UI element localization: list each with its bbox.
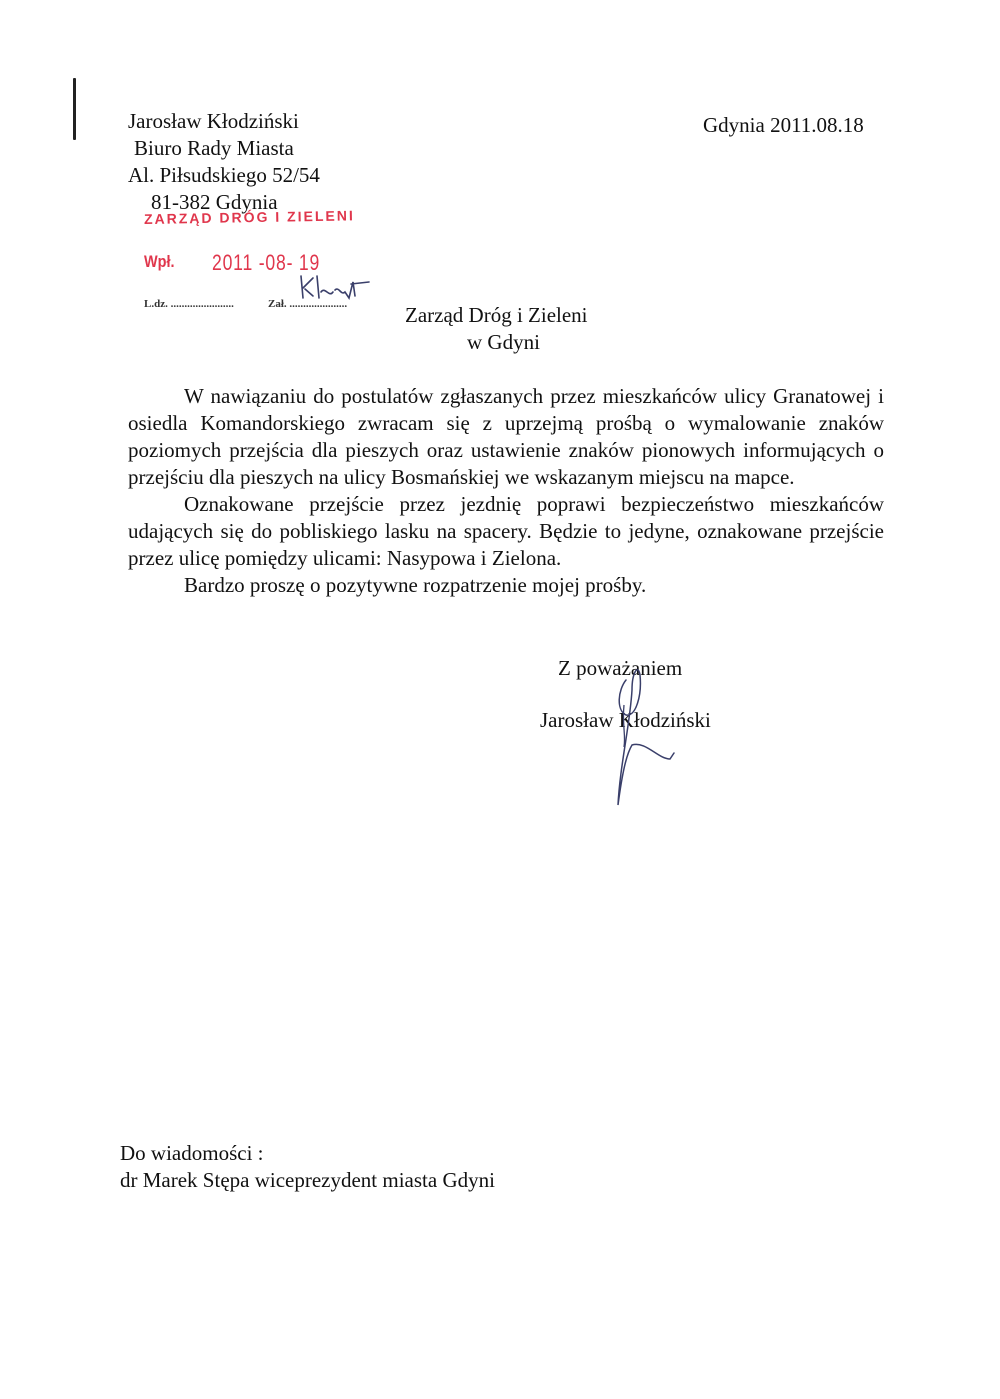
sender-office: Biuro Rady Miasta [134, 136, 294, 160]
binding-mark [73, 78, 76, 140]
place-date: Gdynia 2011.08.18 [703, 113, 864, 137]
handwritten-initials [297, 272, 377, 302]
recipient-line1: Zarząd Dróg i Zieleni [405, 303, 588, 327]
cc-label: Do wiadomości : [120, 1141, 264, 1165]
cc-line: dr Marek Stępa wiceprezydent miasta Gdyni [120, 1168, 495, 1192]
stamp-received-date: 2011 -08- 19 [212, 250, 321, 275]
stamp-zal: Zał. ..................... [268, 298, 348, 310]
closing-regards: Z poważaniem [558, 656, 683, 680]
sender-street: Al. Piłsudskiego 52/54 [128, 163, 320, 187]
paragraph-1: W nawiązaniu do postulatów zgłaszanych przez mieszkańców ulicy Granatowej i osiedla Komandorskiego zwracam się z uprzejmą prośbą o wymalowanie znaków poziomych przejścia dla pieszych oraz ustawienie znaków pionowych informujących o przejściu dla pieszych na ulicy Bosmańskiej we wskazanym miejscu na mapce. [128, 384, 884, 489]
paragraph-3: Bardzo proszę o pozytywne rozpatrzenie mojej prośby. [184, 573, 647, 597]
paragraph-2: Oznakowane przejście przez jezdnię poprawi bezpieczeństwo mieszkańców udających się do pobliskiego lasku na spacery. Będzie to jedyne, oznakowane przejście przez ulicę pomiędzy ulicami: Nasypowa i Zielona. [128, 492, 884, 570]
signature [596, 655, 686, 815]
letter-body [128, 383, 884, 599]
stamp-received-label: Wpł. [144, 252, 175, 271]
stamp-ldz: L.dz. ....................... [144, 298, 234, 310]
sender-city: 81-382 Gdynia [151, 190, 278, 214]
recipient-line2: w Gdyni [467, 330, 540, 354]
closing-name: Jarosław Kłodziński [540, 708, 711, 732]
stamp-header: ZARZĄD DRÓG I ZIELENI [143, 207, 355, 227]
sender-name: Jarosław Kłodziński [128, 109, 299, 133]
